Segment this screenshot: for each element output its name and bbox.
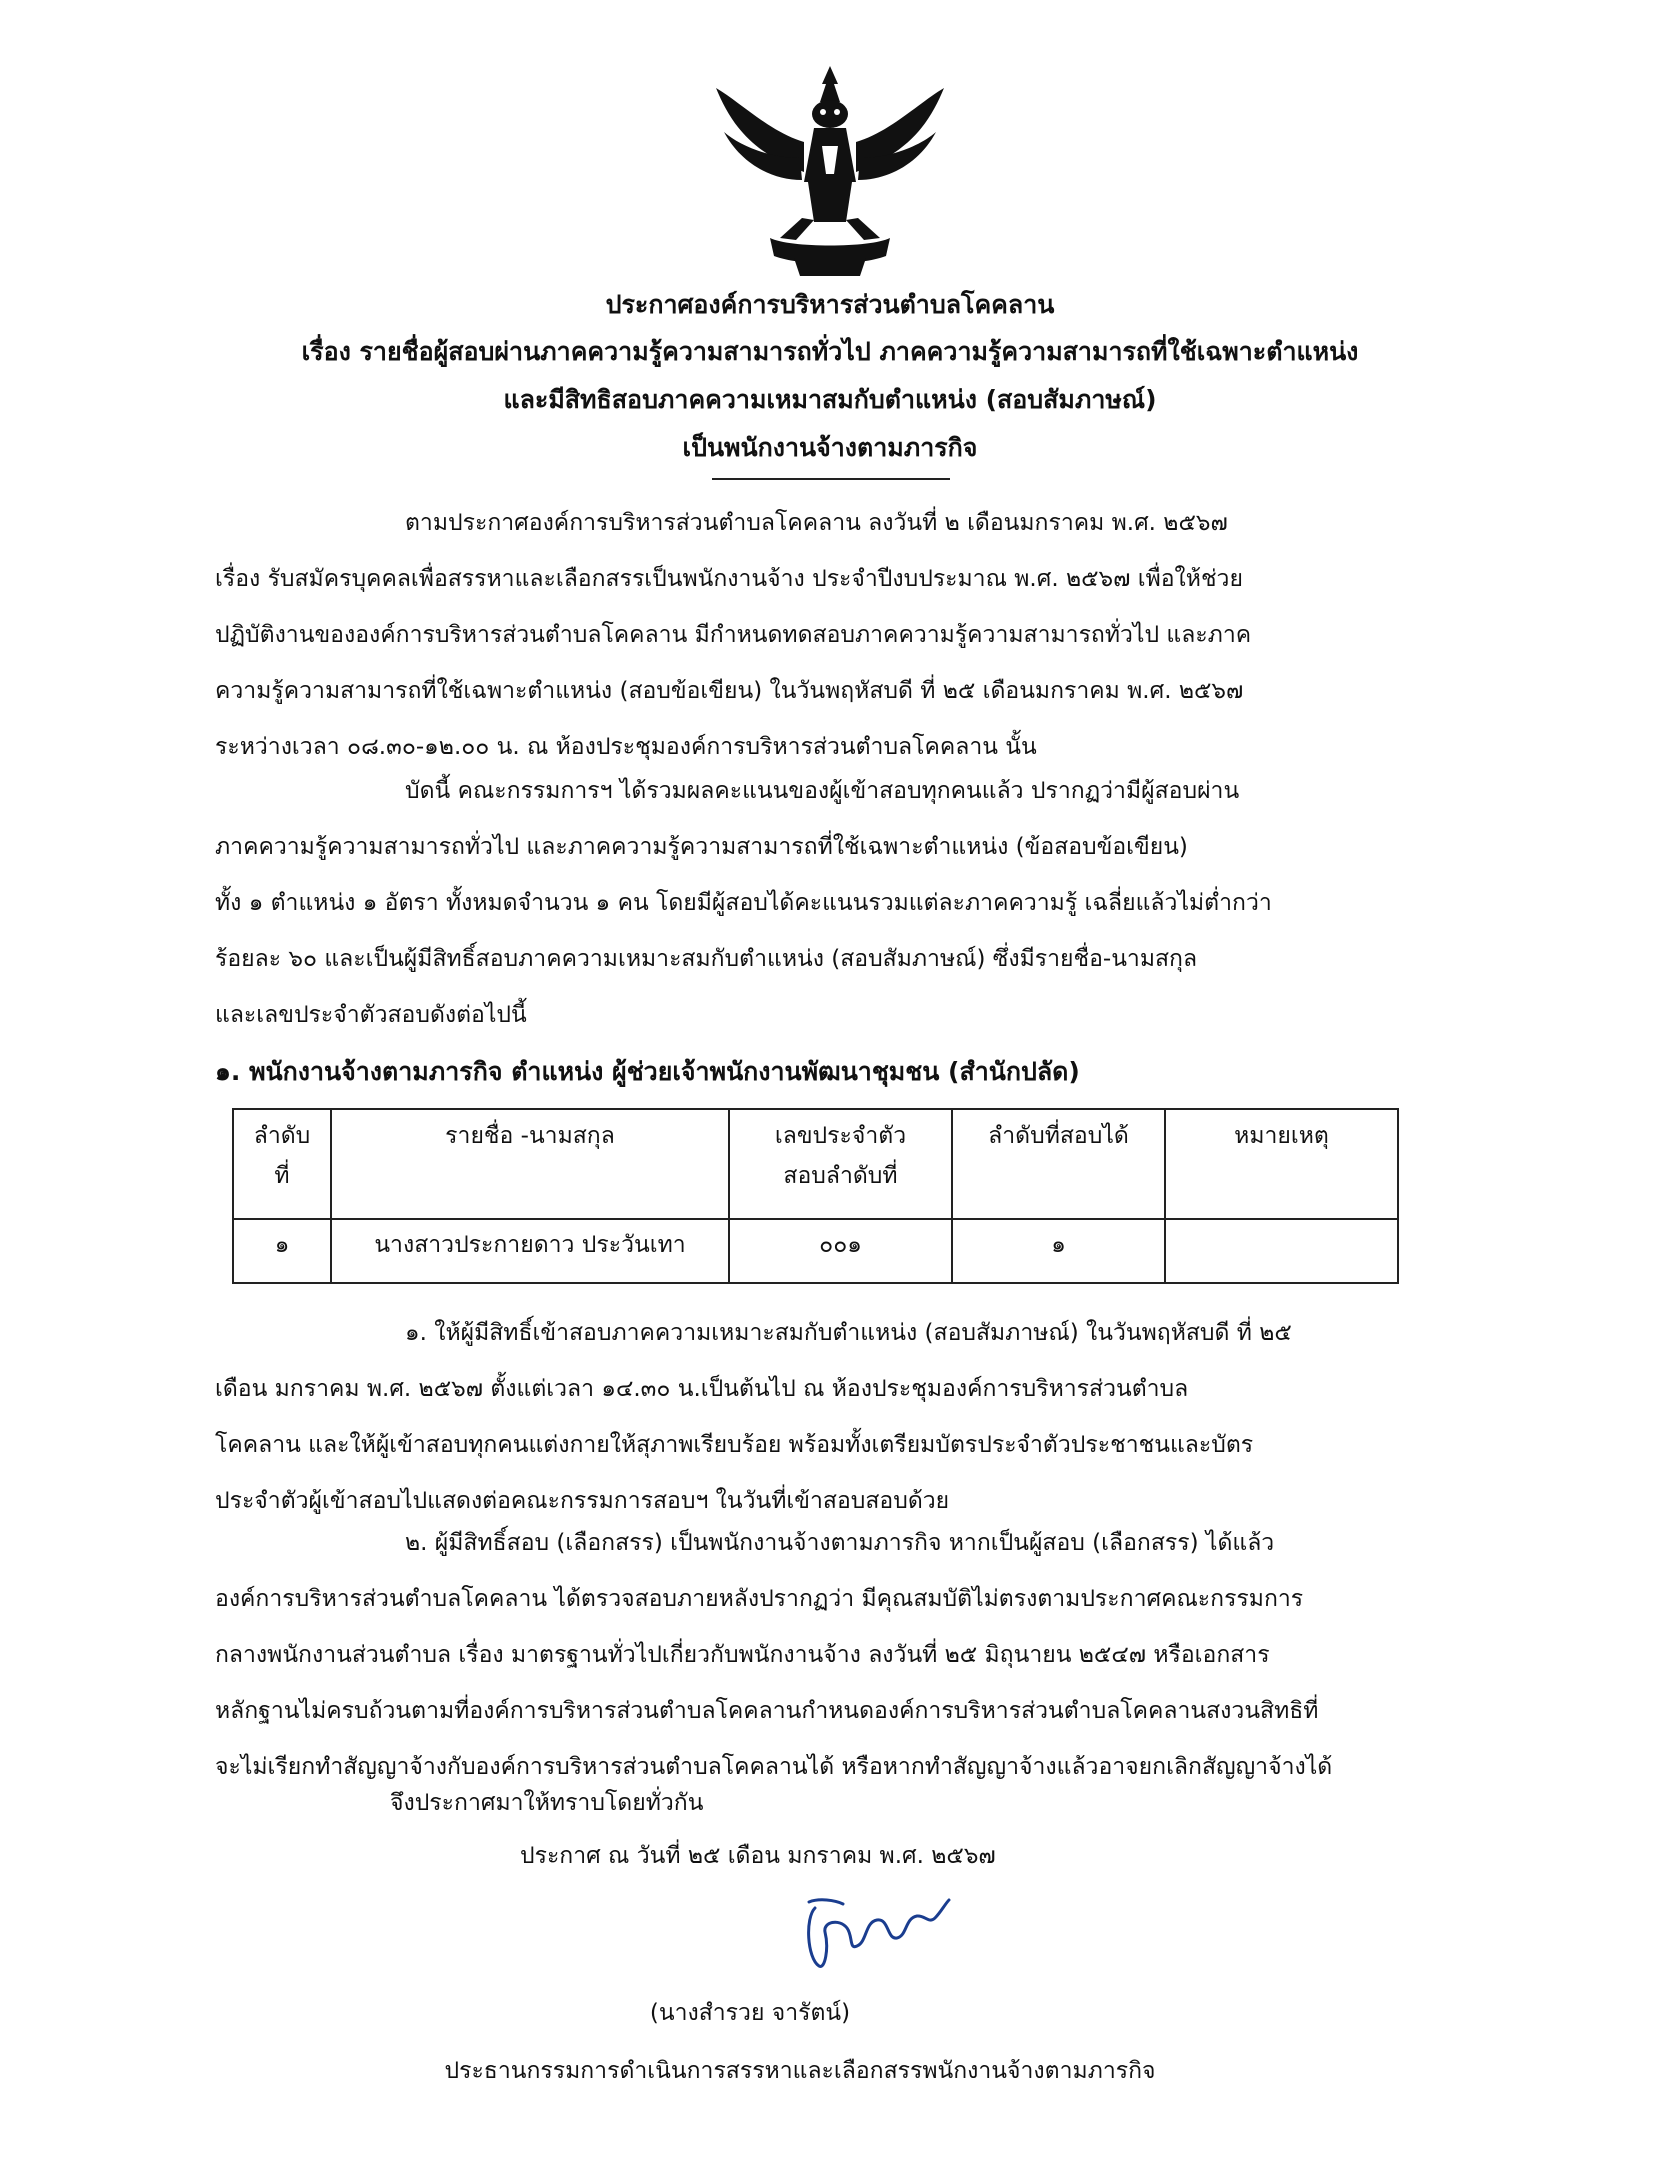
paragraph-2-line: บัดนี้ คณะกรรมการฯ ได้รวมผลคะแนนของผู้เข้าสอบทุกคนแล้ว ปรากฏว่ามีผู้สอบผ่าน xyxy=(405,778,1240,804)
paragraph-1 xyxy=(215,495,1445,775)
paragraph-2 xyxy=(215,763,1445,1043)
header-exam-id-line-1: เลขประจำตัว xyxy=(774,1123,907,1149)
header-no-line-2: ที่ xyxy=(274,1163,290,1189)
cell-no: ๑ xyxy=(233,1219,331,1283)
paragraph-2-line: ร้อยละ ๖๐ และเป็นผู้มีสิทธิ์สอบภาคความเหมาะสมกับตำแหน่ง (สอบสัมภาษณ์) ซึ่งมีรายชื่อ-นามสกุล xyxy=(215,946,1198,972)
header-name xyxy=(331,1109,729,1219)
item-1-line: โคคลาน และให้ผู้เข้าสอบทุกคนแต่งกายให้สุภาพเรียบร้อย พร้อมทั้งเตรียมบัตรประจำตัวประชาชนและบัตร xyxy=(215,1432,1254,1458)
announcement-title: ประกาศองค์การบริหารส่วนตำบลโคคลาน xyxy=(605,290,1055,319)
cell-rank: ๑ xyxy=(952,1219,1165,1283)
cell-exam-id: ๐๐๑ xyxy=(729,1219,952,1283)
cell-note xyxy=(1165,1219,1398,1283)
item-2-line: ๒. ผู้มีสิทธิ์สอบ (เลือกสรร) เป็นพนักงานจ้างตามภารกิจ หากเป็นผู้สอบ (เลือกสรร) ได้แล้ว xyxy=(405,1530,1275,1556)
item-2-line: องค์การบริหารส่วนตำบลโคคลาน ได้ตรวจสอบภายหลังปรากฏว่า มีคุณสมบัติไม่ตรงตามประกาศคณะกรรมการ xyxy=(215,1586,1304,1612)
signer-name: (นางสำรวย จารัตน์) xyxy=(649,2000,851,2026)
item-1-line: ประจำตัวผู้เข้าสอบไปแสดงต่อคณะกรรมการสอบฯ ในวันที่เข้าสอบสอบด้วย xyxy=(215,1488,950,1514)
header-no xyxy=(233,1109,331,1219)
header-exam-id-line-2: สอบลำดับที่ xyxy=(783,1163,898,1189)
table-row xyxy=(233,1219,1398,1283)
subject-line-3: เป็นพนักงานจ้างตามภารกิจ xyxy=(682,433,978,462)
title-underline xyxy=(712,478,950,480)
item-1 xyxy=(215,1305,1445,1529)
closing-statement: จึงประกาศมาให้ทราบโดยทั่วกัน xyxy=(390,1790,704,1816)
paragraph-2-line: ภาคความรู้ความสามารถทั่วไป และภาคความรู้ความสามารถที่ใช้เฉพาะตำแหน่ง (ข้อสอบข้อเขียน) xyxy=(215,834,1188,860)
header-name-text: รายชื่อ -นามสกุล xyxy=(445,1123,615,1149)
paragraph-1-line: ตามประกาศองค์การบริหารส่วนตำบลโคคลาน ลงวันที่ ๒ เดือนมกราคม พ.ศ. ๒๕๖๗ xyxy=(405,510,1228,536)
signer-title: ประธานกรรมการดำเนินการสรรหาและเลือกสรรพนักงานจ้างตามภารกิจ xyxy=(444,2058,1156,2084)
header-note-text: หมายเหตุ xyxy=(1234,1123,1329,1149)
header-rank-text: ลำดับที่สอบได้ xyxy=(988,1123,1129,1149)
item-2-line: หลักฐานไม่ครบถ้วนตามที่องค์การบริหารส่วนตำบลโคคลานกำหนดองค์การบริหารส่วนตำบลโคคลานสงวนสิทธิที่ xyxy=(215,1698,1319,1724)
paragraph-2-line: ทั้ง ๑ ตำแหน่ง ๑ อัตรา ทั้งหมดจำนวน ๑ คน โดยมีผู้สอบได้คะแนนรวมแต่ละภาคความรู้ เฉลี่ยแล้วไม่ต่ำกว่า xyxy=(215,890,1272,916)
item-1-line: ๑. ให้ผู้มีสิทธิ์เข้าสอบภาคความเหมาะสมกับตำแหน่ง (สอบสัมภาษณ์) ในวันพฤหัสบดี ที่ ๒๕ xyxy=(405,1320,1292,1346)
item-2 xyxy=(215,1515,1445,1795)
item-2-line: จะไม่เรียกทำสัญญาจ้างกับองค์การบริหารส่วนตำบลโคคลานได้ หรือหากทำสัญญาจ้างแล้วอาจยกเลิกสัญญาจ้างได้ xyxy=(215,1754,1333,1780)
paragraph-1-line: ระหว่างเวลา ๐๘.๓๐-๑๒.๐๐ น. ณ ห้องประชุมองค์การบริหารส่วนตำบลโคคลาน นั้น xyxy=(215,734,1037,760)
signature-icon xyxy=(795,1888,955,1978)
section-1-title: ๑. พนักงานจ้างตามภารกิจ ตำแหน่ง ผู้ช่วยเจ้าพนักงานพัฒนาชุมชน (สำนักปลัด) xyxy=(215,1057,1080,1086)
item-1-line: เดือน มกราคม พ.ศ. ๒๕๖๗ ตั้งแต่เวลา ๑๔.๓๐ น.เป็นต้นไป ณ ห้องประชุมองค์การบริหารส่วนตำบล xyxy=(215,1376,1189,1402)
announce-date: ประกาศ ณ วันที่ ๒๕ เดือน มกราคม พ.ศ. ๒๕๖๗ xyxy=(520,1843,996,1869)
subject-line-1: เรื่อง รายชื่อผู้สอบผ่านภาคความรู้ความสามารถทั่วไป ภาคความรู้ความสามารถที่ใช้เฉพาะตำแหน่ง xyxy=(301,337,1359,366)
candidate-table xyxy=(232,1108,1399,1284)
item-2-line: กลางพนักงานส่วนตำบล เรื่อง มาตรฐานทั่วไปเกี่ยวกับพนักงานจ้าง ลงวันที่ ๒๕ มิถุนายน ๒๕๔๗ หรือเอกสาร xyxy=(215,1642,1270,1668)
cell-name: นางสาวประกายดาว ประวันเทา xyxy=(331,1219,729,1283)
header-note xyxy=(1165,1109,1398,1219)
garuda-emblem-icon xyxy=(710,62,950,280)
paragraph-1-line: ปฏิบัติงานขององค์การบริหารส่วนตำบลโคคลาน มีกำหนดทดสอบภาคความรู้ความสามารถทั่วไป และภาค xyxy=(215,622,1252,648)
header-no-line-1: ลำดับ xyxy=(253,1123,311,1149)
paragraph-1-line: เรื่อง รับสมัครบุคคลเพื่อสรรหาและเลือกสรรเป็นพนักงานจ้าง ประจำปีงบประมาณ พ.ศ. ๒๕๖๗ เพื่อให้ช่วย xyxy=(215,566,1243,592)
subject-line-2: และมีสิทธิสอบภาคความเหมาสมกับตำแหน่ง (สอบสัมภาษณ์) xyxy=(503,385,1157,414)
table-header-row xyxy=(233,1109,1398,1219)
paragraph-1-line: ความรู้ความสามารถที่ใช้เฉพาะตำแหน่ง (สอบข้อเขียน) ในวันพฤหัสบดี ที่ ๒๕ เดือนมกราคม พ.ศ. ๒๕๖๗ xyxy=(215,678,1244,704)
header-rank xyxy=(952,1109,1165,1219)
header-exam-id xyxy=(729,1109,952,1219)
paragraph-2-line: และเลขประจำตัวสอบดังต่อไปนี้ xyxy=(215,1002,527,1028)
